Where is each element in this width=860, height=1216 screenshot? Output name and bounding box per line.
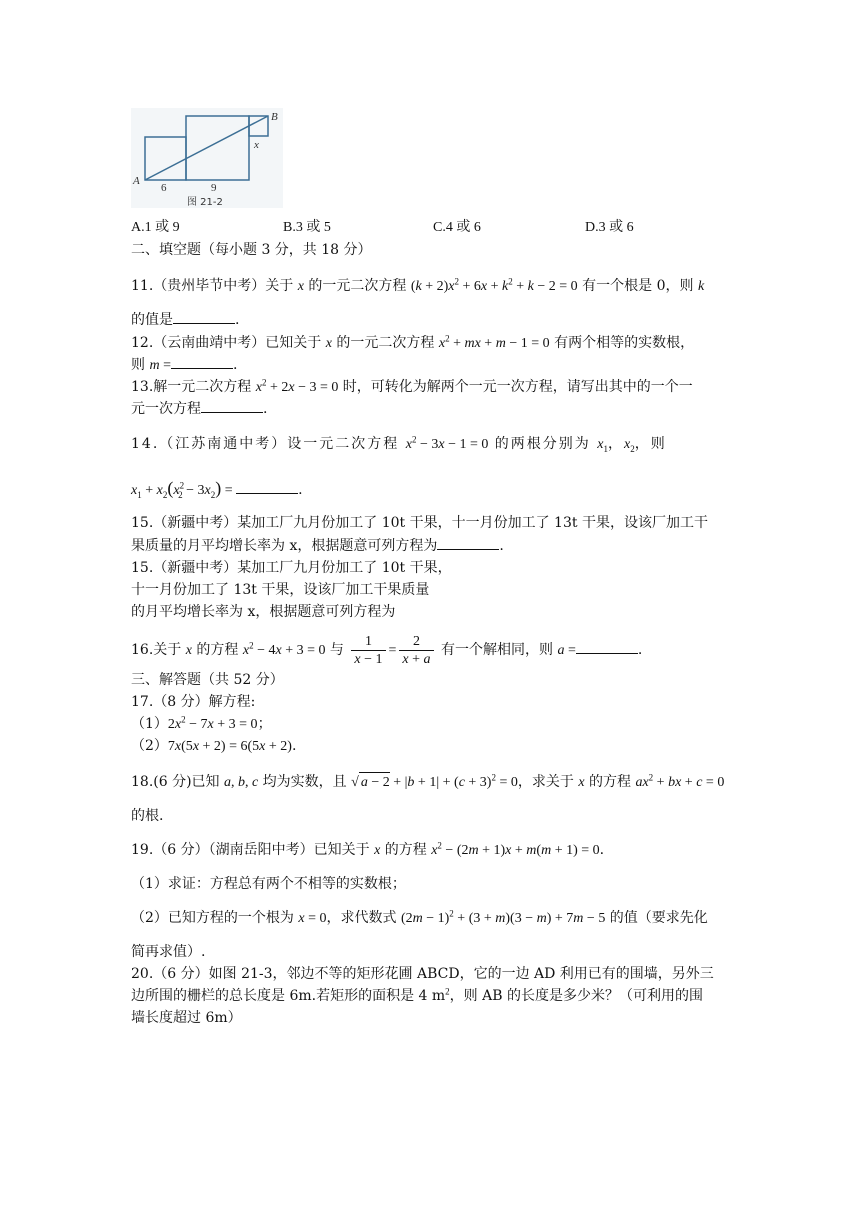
label-x: x <box>254 139 259 151</box>
q16-period: . <box>637 642 643 658</box>
answer-blank[interactable] <box>173 311 235 324</box>
q18-text-2: 均为实数，且 <box>258 774 352 790</box>
question-20-line-3: 墙长度超过 6m） <box>131 1010 242 1026</box>
section-3-heading: 三、解答题（共 52 分） <box>131 672 284 688</box>
q17-p2: （2） <box>131 738 168 754</box>
question-19-part-2: （2）已知方程的一个根为 x = 0，求代数式 $(2m - 1)^2 + (3 + m)(3 - m) + 7m - 5$ 的值（要求先化 <box>131 908 708 926</box>
answer-blank[interactable] <box>171 356 233 369</box>
q19-text: 19.（6 分）（湖南岳阳中考）已知关于 <box>131 842 375 858</box>
q18-text-4: 的方程 <box>584 774 636 790</box>
q15a-period: . <box>499 538 504 554</box>
q18-text: 18.(6 分)已知 <box>131 774 224 790</box>
question-11-line-2 <box>131 310 731 330</box>
fraction: $\frac{1}{x - 1}$ <box>351 633 385 668</box>
q13-period: . <box>263 401 268 417</box>
question-19: 19.（6 分）（湖南岳阳中考）已知关于 x 的方程 $x^2 - (2m + 1)x + m(m + 1) = 0$. <box>131 840 605 858</box>
question-18-line-2: 的根. <box>131 808 164 824</box>
q19-p2b: ，求代数式 <box>326 910 401 926</box>
figure-caption: 图 21-2 <box>187 197 223 208</box>
question-15b-line-2: 十一月份加工了 13t 干果，设该厂加工干果质量 <box>131 582 430 598</box>
question-15a: 15.（新疆中考）某加工厂九月份加工了 10t 干果，十一月份加工了 13t 干果，设该厂加工干 <box>131 515 708 531</box>
q12-period: . <box>232 357 238 373</box>
question-14: 14.（江苏南通中考）设一元二次方程 $x^2 - 3x - 1 = 0$ 的两根分别为 $x_1$，$x_2$，则 <box>131 434 667 454</box>
label-a: A <box>133 175 140 187</box>
question-17-part-2: （2）7x(5x + 2) = 6(5x + 2). <box>131 738 297 754</box>
q16-text-4: 有一个解相同，则 <box>436 642 558 658</box>
q14-text-3: ，则 <box>634 436 667 452</box>
q15a-line2: 果质量的月平均增长率为 x，根据题意可列方程为 <box>131 538 438 554</box>
label-6: 6 <box>161 182 167 194</box>
q17-p1: （1） <box>131 716 168 732</box>
q11-text: 11.（贵州毕节中考）关于 <box>131 278 298 294</box>
question-17: 17.（8 分）解方程: <box>131 694 256 710</box>
q16-text-3: 与 <box>325 642 349 658</box>
q19-text-2: 的方程 <box>380 842 432 858</box>
q11-text-3: 有一个根是 0，则 <box>577 278 698 294</box>
question-13-line-2 <box>131 399 731 419</box>
question-20: 20.（6 分）如图 21-3，邻边不等的矩形花圃 ABCD，它的一边 AD 利用已有的围墙，另外三 <box>131 966 714 982</box>
q20-line2a: 边所围的栅栏的总长度是 6m.若矩形的面积是 4 m <box>131 988 446 1004</box>
answer-blank[interactable] <box>236 481 298 494</box>
q16-text-2: 的方程 <box>191 642 243 658</box>
question-15b-line-3: 的月平均增长率为 x，根据题意可列方程为 <box>131 604 396 620</box>
q12-text: 12.（云南曲靖中考）已知关于 <box>131 335 326 351</box>
option-d: D.3 或 6 <box>585 220 634 235</box>
question-16: 16.关于 x 的方程 $x^2 - 4x + 3 = 0$ 与 $\frac{1}{x - 1}$ = $\frac{2}{x + a}$ 有一个解相同，则 a = . <box>131 633 643 667</box>
figure-21-2 <box>131 108 283 208</box>
section-2-heading: 二、填空题（每小题 3 分，共 18 分） <box>131 242 372 258</box>
q19-p2c: 的值（要求先化 <box>605 910 708 926</box>
q13-text-2: 时，可转化为解两个一元一次方程，请写出其中的一个一 <box>338 379 693 395</box>
q12-text-3: 有两个相等的实数根， <box>549 335 695 351</box>
q18-text-3: ，求关于 <box>517 774 579 790</box>
q12-line2: 则 <box>131 357 150 373</box>
question-18: 18.(6 分)已知 a, b, c 均为实数，且 √ $a - 2 + |b + 1| + (c + 3)^2 = 0$，求关于 x 的方程 $ax^2$ + bx + c = 0 <box>131 772 731 793</box>
q12-text-2: 的一元二次方程 <box>331 335 439 351</box>
fraction: $\frac{2}{x + a}$ <box>399 633 433 668</box>
question-19-part-2-line-2: 简再求值）. <box>131 944 206 960</box>
answer-blank[interactable] <box>201 400 263 413</box>
q20-line2b: ，则 AB 的长度是多少米？（可利用的围 <box>449 988 703 1004</box>
question-13: 13.解一元二次方程 $x^2 + 2x - 3 = 0$ 时，可转化为解两个一元一次方程，请写出其中的一个一 <box>131 377 693 395</box>
question-15a-line-2 <box>131 536 731 556</box>
question-12-line-2: 则 m = . <box>131 357 238 373</box>
option-c: C.4 或 6 <box>433 220 481 235</box>
q11-text-2: 的一元二次方程 <box>303 278 411 294</box>
question-15b: 15.（新疆中考）某加工厂九月份加工了 10t 干果， <box>131 560 452 576</box>
label-b: B <box>271 111 278 123</box>
answer-blank[interactable] <box>576 641 638 654</box>
answer-blank[interactable] <box>437 537 499 550</box>
question-14-line-2: $x_1 + x_2(x^2_2 - 3x_2)$ = . <box>131 478 303 500</box>
q11-end: 的值是 <box>131 312 173 328</box>
figure-background <box>131 108 283 208</box>
q11-period: . <box>235 312 240 328</box>
q14-text-2: 的两根分别为 <box>488 436 598 452</box>
option-b: B.3 或 5 <box>283 220 331 235</box>
q19-p2a: （2）已知方程的一个根为 <box>131 910 299 926</box>
option-a: A.1 或 9 <box>131 220 180 235</box>
q14-text: 14.（江苏南通中考）设一元二次方程 <box>131 436 406 452</box>
question-20-line-2: 边所围的栅栏的总长度是 6m.若矩形的面积是 4 $m^2$，则 AB 的长度是多少米？（可利用的围 <box>131 986 703 1004</box>
q13-text: 13.解一元二次方程 <box>131 379 256 395</box>
question-19-part-1: （1）求证：方程总有两个不相等的实数根； <box>131 876 406 892</box>
q16-text: 16.关于 <box>131 642 186 658</box>
question-17-part-1: $(1)2x^2 - 7x + 3 = 0$； <box>131 714 272 732</box>
question-11: 11.（贵州毕节中考）关于 x 的一元二次方程 $(k + 2)x^2 + 6x + k^2 + k - 2 = 0$ 有一个根是 0，则 k <box>131 276 705 294</box>
label-9: 9 <box>211 182 217 194</box>
question-12: 12.（云南曲靖中考）已知关于 x 的一元二次方程 $x^2$ + mx + m − 1 = 0 有两个相等的实数根， <box>131 333 695 351</box>
q13-line2: 元一次方程 <box>131 401 201 417</box>
